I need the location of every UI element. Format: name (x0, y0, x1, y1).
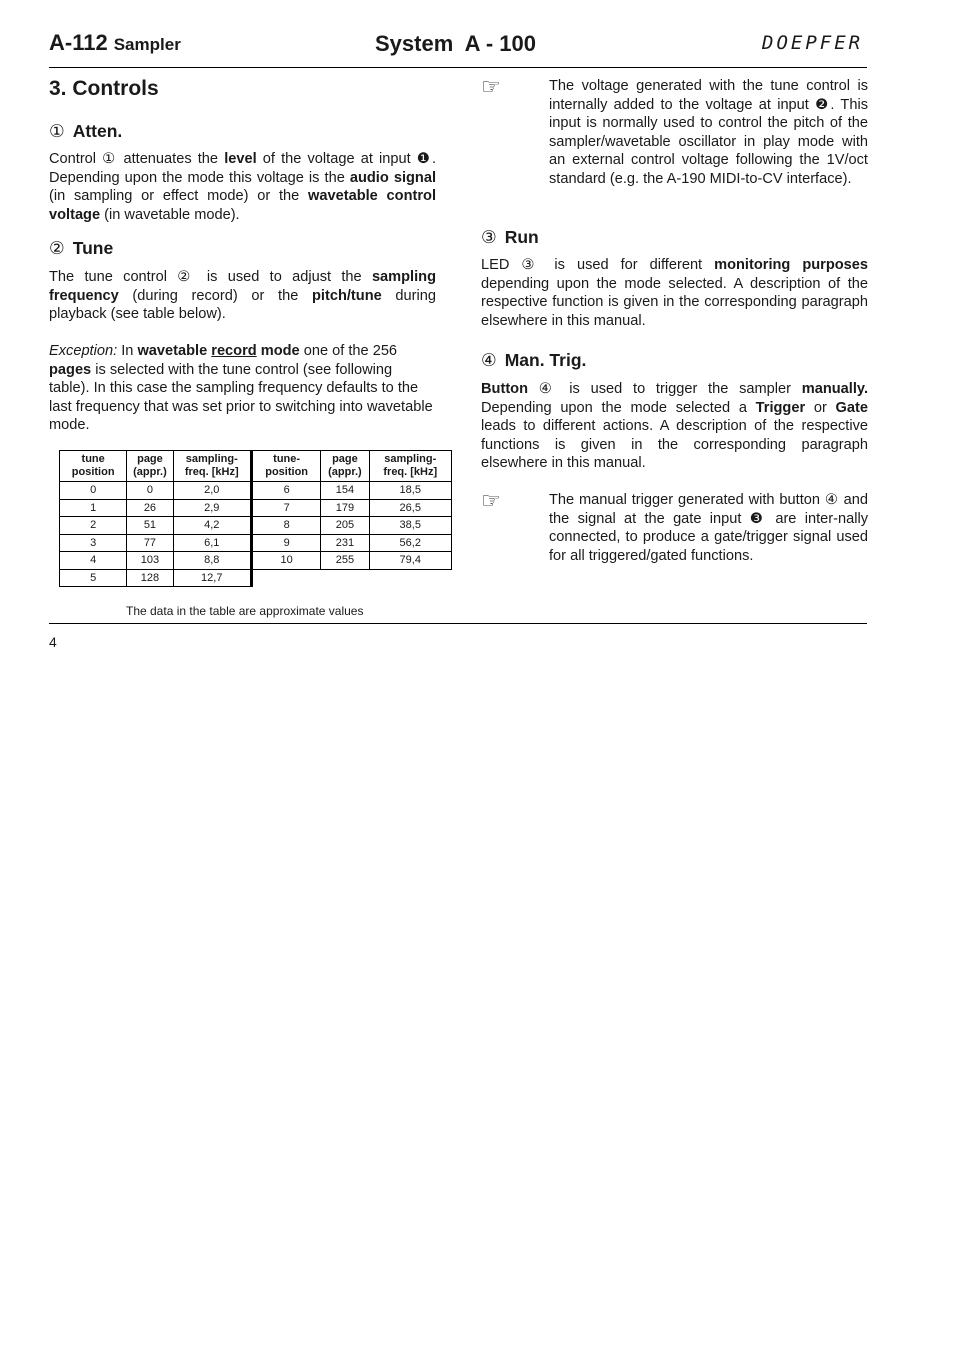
table-cell: 18,5 (369, 482, 451, 500)
mantrig-number: ④ (481, 350, 497, 370)
table-header-cell: page (appr.) (321, 451, 369, 482)
tune-note: The voltage generated with the tune control is internally added to the voltage at input ❷. This input is normally used to control the pitch of the sampler/wavetable oscillator in play mode with an external control voltage following the 1V/oct standard (e.g. the A-190 MIDI-to-CV interface). (549, 78, 868, 187)
tune-number: ② (49, 238, 65, 258)
atten-paragraph: Control ① attenuates the level of the voltage at input ❶. Depending upon the mode this voltage is the audio signal (in sampling or effect mode) or the wavetable control voltage (in wavetable mode). (49, 151, 436, 223)
table-cell: 6 (251, 482, 320, 500)
table-cell: 4,2 (173, 517, 251, 535)
footer-rule (49, 623, 867, 624)
table-cell: 103 (127, 552, 173, 570)
table-header-cell: tune position (60, 451, 127, 482)
table-cell: 8,8 (173, 552, 251, 570)
table-cell: 231 (321, 534, 369, 552)
run-number: ③ (481, 227, 497, 247)
table-cell: 6,1 (173, 534, 251, 552)
run-paragraph: LED ③ is used for different monitoring purposes depending upon the mode selected. A description of the respective function is given in the corresponding paragraph elsewhere in this manual. (481, 257, 869, 329)
table-row (60, 499, 452, 517)
table-cell: 7 (251, 499, 320, 517)
table-row (60, 552, 452, 570)
table-cell: 38,5 (369, 517, 451, 535)
model-name: A-112 (49, 30, 108, 55)
table-header-cell: sampling- freq. [kHz] (369, 451, 451, 482)
table-cell: 12,7 (173, 569, 251, 587)
table-cell: 179 (321, 499, 369, 517)
table-cell: 205 (321, 517, 369, 535)
system-title: System A - 100 (375, 31, 537, 56)
tune-table (59, 450, 452, 587)
run-heading (481, 227, 539, 248)
table-row (60, 534, 452, 552)
page-number: 4 (49, 634, 57, 650)
section-title: 3. Controls (49, 77, 159, 100)
run-heading-text: Run (504, 227, 539, 247)
table-cell: 77 (127, 534, 173, 552)
mantrig-paragraph: Button ④ is used to trigger the sampler manually. Depending upon the mode selected a Trigger or Gate leads to different actions. A description of the respective functions is given in the corresponding paragraph elsewhere in this manual. (481, 381, 868, 472)
tune-paragraph: The tune control ② is used to adjust the sampling frequency (during record) or the pitch/tune during playback (see table below). (49, 269, 436, 323)
header-rule (49, 67, 867, 68)
pointing-hand-icon: ☞ (481, 74, 501, 99)
mantrig-heading-text: Man. Trig. (504, 350, 587, 370)
exception-paragraph: Exception: In wavetable record mode one of the 256 pages is selected with the tune control (see following table). In this case the sampling frequency defaults to the last frequency that was set prior to switching into wavetable mode. (49, 343, 433, 434)
table-cell: 2,9 (173, 499, 251, 517)
atten-heading (49, 121, 122, 142)
table-cell: 51 (127, 517, 173, 535)
table-cell: 4 (60, 552, 127, 570)
table-cell: 3 (60, 534, 127, 552)
mantrig-heading (481, 350, 586, 371)
model-subtitle: Sampler (113, 35, 181, 54)
table-cell: 9 (251, 534, 320, 552)
table-header-row (60, 451, 452, 482)
table-cell: 154 (321, 482, 369, 500)
atten-number: ① (49, 121, 65, 141)
table-row (60, 569, 452, 587)
table-cell: 10 (251, 552, 320, 570)
table-cell: 1 (60, 499, 127, 517)
table-cell: 0 (127, 482, 173, 500)
model-title (49, 30, 181, 56)
table-cell: 255 (321, 552, 369, 570)
table-caption: The data in the table are approximate values (126, 604, 364, 618)
table-cell: 0 (60, 482, 127, 500)
tune-heading-text: Tune (72, 238, 114, 258)
table-cell: 128 (127, 569, 173, 587)
table-cell (251, 569, 451, 587)
brand-logo: DOEPFER (762, 32, 864, 54)
table-cell: 2 (60, 517, 127, 535)
table-cell: 8 (251, 517, 320, 535)
tune-heading (49, 238, 113, 259)
atten-heading-text: Atten. (72, 121, 123, 141)
table-cell: 56,2 (369, 534, 451, 552)
table-header-cell: sampling- freq. [kHz] (173, 451, 251, 482)
table-row (60, 482, 452, 500)
table-cell: 26 (127, 499, 173, 517)
table-cell: 5 (60, 569, 127, 587)
pointing-hand-icon: ☞ (481, 488, 501, 513)
trigger-note: The manual trigger generated with button ④ and the signal at the gate input ❸ are inter-nally connected, to produce a gate/trigger signal used for all triggered/gated functions. (549, 492, 868, 564)
table-cell: 79,4 (369, 552, 451, 570)
table-cell: 26,5 (369, 499, 451, 517)
table-header-cell: tune- position (251, 451, 320, 482)
table-header-cell: page (appr.) (127, 451, 173, 482)
table-row (60, 517, 452, 535)
table-cell: 2,0 (173, 482, 251, 500)
